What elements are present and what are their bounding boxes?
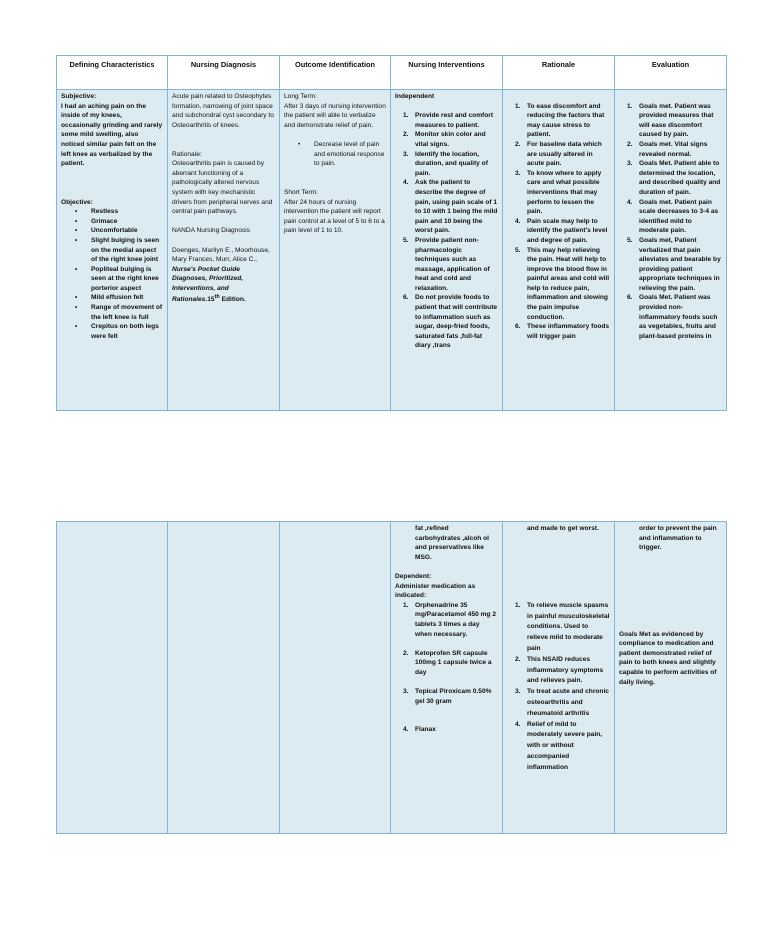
list-item: 1. Orphenadrine 35 mg/Paracetamol 450 mg 2 tablets 3 times a day when necessary. bbox=[403, 601, 496, 638]
interventions-continued: fat ,refined carbohydrates ,alcoh ol and preservatives like MSG. bbox=[415, 525, 490, 561]
independent-label: Independent bbox=[395, 93, 435, 100]
diagnosis-rationale-text: Osteoarthritis pain is caused by aberrant functioning of a pathologically altered nervous system with key mechanistic drivers from peripheral nerves and central pain pathways. bbox=[172, 160, 273, 216]
evaluation-summary: Goals Met as evidenced by compliance to medication and patient demonstrated relief of pain to both knees and slightly capable to perform activities of daily living. bbox=[619, 630, 717, 686]
header-outcome-identification: Outcome Identification bbox=[280, 56, 391, 90]
list-item: • Grimace bbox=[75, 217, 118, 225]
long-term-bullets bbox=[284, 140, 386, 169]
rationale-cell bbox=[503, 90, 615, 411]
list-item: 1. To relieve muscle spasms in painful musculoskeletal conditions. Used to relieve mild to moderate pain bbox=[515, 601, 610, 652]
header-evaluation: Evaluation bbox=[615, 56, 727, 90]
header-rationale: Rationale bbox=[503, 56, 615, 90]
list-item: 4. Flanax bbox=[403, 726, 436, 734]
nursing-interventions-cell-continued bbox=[391, 522, 503, 834]
outcome-identification-cell bbox=[280, 90, 391, 411]
long-term-label: Long Term: bbox=[284, 93, 317, 100]
nursing-interventions-cell bbox=[391, 90, 503, 411]
reference-title: Nurse's Pocket Guide Diagnoses, Prioritized, Interventions, and Rationales. bbox=[172, 265, 244, 304]
dependent-text: Administer medication as indicated: bbox=[395, 582, 476, 600]
rationale-cell-continued bbox=[503, 522, 615, 834]
list-item: 3. Identify the location, duration, and quality of pain. bbox=[403, 150, 488, 177]
short-term-text: After 24 hours of nursing intervention the patient will report pain control at a level of 5 to 6 to a pain level of 1 to 10. bbox=[284, 198, 385, 235]
list-item: 1. To ease discomfort and reducing the factors that may cause stress to patient. bbox=[515, 102, 605, 139]
header-row bbox=[57, 56, 727, 90]
subjective-label: Subjective: bbox=[61, 93, 97, 100]
reference-authors: Doenges, Marilyn E., Moorhouse, Mary Frances, Murr, Alice C., bbox=[172, 246, 270, 264]
care-plan-table-page-2 bbox=[56, 521, 727, 834]
subjective-text: I had an aching pain on the inside of my knees, occasionally grinding and rarely some mild swelling, also noticed similar pain felt on the left knee as verbalized by the patient. bbox=[61, 102, 163, 168]
list-item: 6. Do not provide foods to patient that will contribute to inflammation such as sugar, deep-fried foods, saturated fats ,full-fat diary ,trans bbox=[403, 294, 498, 350]
list-item: 3. Topical Piroxicam 0.50% gel 30 gram bbox=[403, 688, 492, 705]
list-item: 6. Goals Met. Patient was provided non-inflammatory foods such as vegetables, fruits and plant-based proteins in bbox=[627, 294, 718, 340]
medication-rationale-list bbox=[507, 601, 610, 774]
list-item: • Restless bbox=[75, 208, 119, 216]
list-item: 3. To treat acute and chronic osteoarthritis and rheumatoid arthritis bbox=[515, 688, 609, 717]
list-item: 4. Ask the patient to describe the degree of pain, using pain scale of 1 to 10 with 1 being the mild pain and 10 being the worst pain. bbox=[403, 179, 498, 235]
evaluation-cell bbox=[615, 90, 727, 411]
list-item: 2. Goals met. Vital signs revealed normal. bbox=[627, 140, 708, 158]
defining-characteristics-cell bbox=[57, 90, 168, 411]
objective-list bbox=[61, 207, 163, 341]
objective-label: Objective: bbox=[61, 198, 93, 206]
table-row bbox=[57, 90, 727, 411]
long-term-text: After 3 days of nursing intervention the patient will able to verbalize and demonstrate relief of pain. bbox=[284, 102, 386, 129]
nursing-diagnosis-cell bbox=[168, 90, 280, 411]
header-nursing-interventions: Nursing Interventions bbox=[391, 56, 503, 90]
list-item: 2. This NSAID reduces inflammatory symptoms and relieves pain. bbox=[515, 655, 604, 685]
interventions-list bbox=[395, 111, 498, 351]
list-item: 2. Ketoprofen SR capsule 100mg 1 capsule twice a day bbox=[403, 649, 492, 676]
list-item: 5. Goals met, Patient verbalized that pain alleviates and bearable by providing patient appropriate techniques in relieving the pain. bbox=[627, 236, 721, 292]
list-item: 6. These inflammatory foods will trigger pain bbox=[515, 323, 610, 340]
rationale-continued: and made to get worst. bbox=[527, 525, 599, 532]
list-item: 3. Goals Met. Patient able to determined the location, and described quality and duration of pain. bbox=[627, 160, 721, 196]
list-item: • Popliteal bulging is seen at the right knee porterior aspect bbox=[75, 265, 159, 292]
list-item: 4. Goals met. Patient pain scale decreases to 3-4 as identified mild to moderate pain. bbox=[627, 198, 719, 235]
diagnosis-rationale-label: Rationale: bbox=[172, 150, 202, 158]
nursing-diagnosis-cell-continued bbox=[168, 522, 280, 834]
reference-edition: 15 bbox=[207, 296, 215, 304]
list-item: • Crepitus on both legs were felt bbox=[75, 323, 159, 340]
list-item: 5. This may help relieving the pain. Heat will help to improve the blood flow in painful areas and cold will help to reduce pain, inflammation and slowing the pain impulse conduction. bbox=[515, 246, 610, 321]
defining-characteristics-cell-continued bbox=[57, 522, 168, 834]
reference-edition-sup: th bbox=[214, 294, 220, 301]
short-term-label: Short Term: bbox=[284, 188, 318, 196]
evaluation-cell-continued bbox=[615, 522, 727, 834]
list-item: • Uncomfortable bbox=[75, 227, 138, 235]
rationale-list bbox=[507, 102, 610, 342]
list-item: 2. For baseline data which are usually altered in acute pain. bbox=[515, 140, 602, 168]
list-item: 3. To know where to apply care and what possible interventions that may perform to lessen the pain. bbox=[515, 169, 602, 216]
reference-citation bbox=[172, 265, 275, 306]
list-item: 4. Pain scale may help to identify the patient's level and degree of pain. bbox=[515, 217, 608, 244]
header-defining-characteristics: Defining Characteristics bbox=[57, 56, 168, 90]
list-item: 2. Monitor skin color and vital signs. bbox=[403, 131, 486, 148]
diagnosis-text: Acute pain related to Osteophytes formation, narrowing of joint space and subchondral cyst secondary to Osteoarthritis of knees. bbox=[172, 93, 274, 129]
evaluation-list bbox=[619, 102, 722, 342]
list-item: 1. Goals met. Patient was provided measures that will ease discomfort caused by pain. bbox=[627, 102, 714, 139]
evaluation-continued: order to prevent the pain and inflammation to trigger. bbox=[639, 525, 717, 552]
care-plan-table-page-1 bbox=[56, 55, 727, 411]
list-item: • Decrease level of pain and emotional response to pain. bbox=[298, 140, 385, 168]
medications-list bbox=[395, 601, 498, 735]
list-item: • Mild effusion felt bbox=[75, 294, 144, 302]
dependent-label: Dependent: bbox=[395, 572, 432, 580]
table-row bbox=[57, 522, 727, 834]
list-item: 5. Provide patient non-pharmacologic techniques such as massage, application of heat and cold and relaxation. bbox=[403, 236, 490, 292]
reference-suffix: Edition. bbox=[219, 296, 246, 304]
nanda-label: NANDA Nursing Diagnosis bbox=[172, 227, 251, 235]
header-nursing-diagnosis: Nursing Diagnosis bbox=[168, 56, 280, 90]
list-item: • Range of movement of the left knee is full bbox=[75, 304, 163, 321]
list-item: • Slight bulging is seen on the medial aspect of the right knee joint bbox=[75, 236, 160, 264]
outcome-identification-cell-continued bbox=[280, 522, 391, 834]
list-item: 4. Relief of mild to moderately severe pain, with or without accompanied inflammation bbox=[515, 720, 603, 771]
list-item: 1. Provide rest and comfort measures to patient. bbox=[403, 112, 494, 129]
